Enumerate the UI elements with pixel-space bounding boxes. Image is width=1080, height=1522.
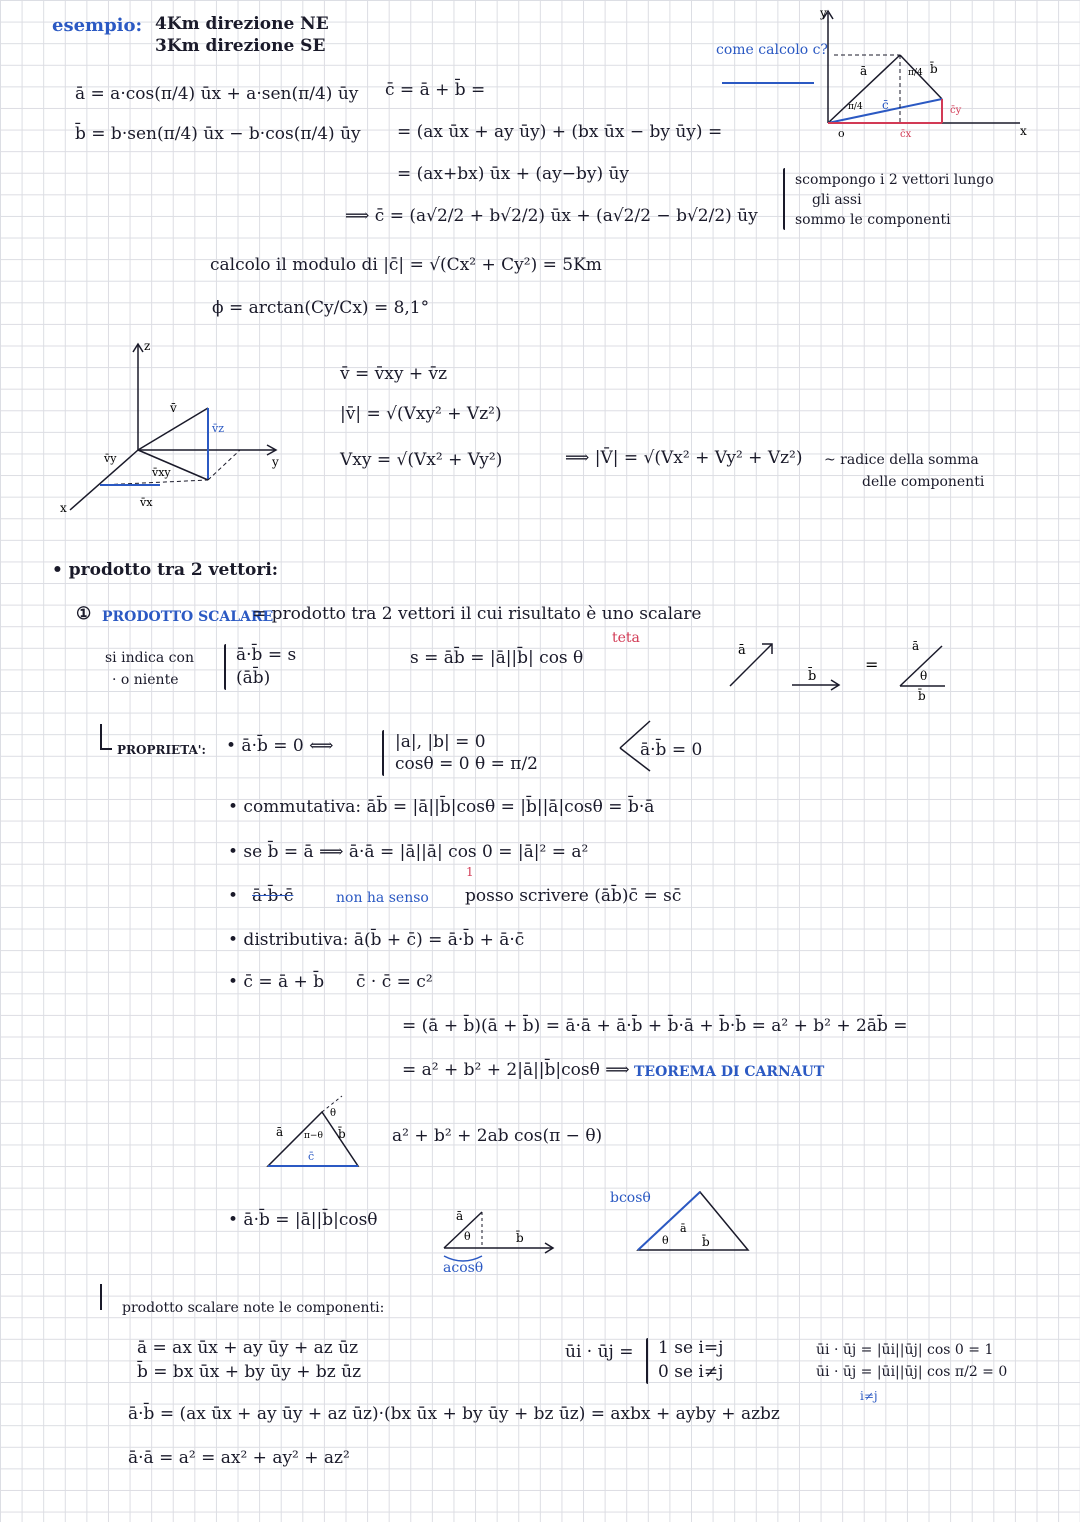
sum-line-4: ⟹ c̄ = (a√2/2 + b√2/2) ūx + (a√2/2 − b√2/2) ūy (345, 206, 758, 226)
theta-label: θ (920, 669, 928, 683)
orthogonal-condition-1: |a|, |b| = 0 (395, 732, 486, 752)
scalar-product-figure (720, 628, 960, 708)
scalar-formula: s = āb̄ = |ā||b̄| cos θ (410, 648, 584, 668)
proj-a-label: ā (456, 1209, 464, 1223)
notation-1: ā·b̄ = s (236, 645, 297, 665)
underline (722, 82, 814, 84)
root-note-2: delle componenti (862, 474, 985, 490)
cos0-equals-one: 1 (466, 865, 474, 879)
components-title: prodotto scalare note le componenti: (122, 1300, 385, 1316)
triple-product-crossed: ā·b̄·c̄ (252, 886, 294, 906)
vector-a-arrow (730, 644, 772, 686)
unit-dot-result-1: ūi · ūj = |ūi||ūj| cos 0 = 1 (816, 1342, 994, 1358)
angle-pi4-label-2: π/4 (908, 68, 923, 78)
b-label-2: b̄ (918, 689, 926, 703)
a-label: ā (738, 643, 746, 658)
example-label: esempio: (52, 15, 143, 36)
property-distributive: • distributiva: ā(b̄ + c̄) = ā·b̄ + ā·c̄ (228, 930, 525, 950)
triangle-a-label: ā (276, 1125, 284, 1139)
vxy-modulus: Vxy = √(Vx² + Vy²) (340, 450, 503, 470)
vector-a-label: ā (860, 64, 868, 78)
cy-label: c̄y (950, 105, 962, 116)
proj2-b-label: b̄ (702, 1235, 710, 1249)
brace (783, 168, 785, 230)
sum-line-2: = (ax ūx + ay ūy) + (bx ūx − by ūy) = (397, 122, 723, 142)
no-sense-note: non ha senso (336, 890, 429, 906)
v-sum: v̄ = v̄xy + v̄z (340, 364, 448, 384)
example-line-2: 3Km direzione SE (155, 36, 326, 56)
brace (646, 1338, 648, 1384)
components-b: b̄ = bx ūx + by ūy + bz ūz (137, 1362, 362, 1382)
property-associative: posso scrivere (āb̄)c̄ = sc̄ (465, 886, 682, 906)
unit-dot-case-2: 0 se i≠j (658, 1362, 724, 1382)
proj-theta-label: θ (464, 1230, 471, 1243)
triangle-formula: a² + b² + 2ab cos(π − θ) (392, 1126, 603, 1146)
axis-y-label: y (820, 6, 827, 20)
decompose-line-2: gli assi (812, 192, 862, 208)
unit-dot-i-neq-j: i≠j (860, 1389, 878, 1403)
property-orthogonal: • ā·b̄ = 0 ⟺ (226, 736, 334, 756)
b-cos-theta-segment (638, 1192, 700, 1250)
vx-label: v̄x (140, 496, 153, 509)
equals-sign: = (865, 655, 879, 674)
components-product: ā·b̄ = (ax ūx + ay ūy + az ūz)·(bx ūx + by ūy + bz ūz) = axbx + ayby + azbz (128, 1404, 780, 1424)
axis-x-label-3d: x (60, 501, 67, 515)
angle-pi4-label: π/4 (848, 102, 863, 112)
scalar-product-title: PRODOTTO SCALARE (102, 609, 274, 625)
sum-line-1: c̄ = ā + b̄ = (385, 80, 486, 100)
property-self: • se b̄ = ā ⟹ ā·ā = |ā||ā| cos 0 = |ā|² = a² (228, 842, 589, 862)
property-bullet: • (228, 886, 239, 906)
decompose-line-3: sommo le componenti (795, 212, 951, 228)
proj-b-label: b̄ (516, 1231, 524, 1245)
axis-z-label: z (144, 339, 151, 353)
proj2-theta-label: θ (662, 1234, 669, 1247)
product-heading: • prodotto tra 2 vettori: (52, 560, 279, 580)
vector-c-label: c̄ (882, 98, 889, 112)
dashed-guide (208, 450, 240, 480)
axis-y-label-3d: y (272, 455, 279, 469)
a-label-2: ā (912, 639, 920, 653)
unit-dot-result-2: ūi · ūj = |ūi||ūj| cos π/2 = 0 (816, 1364, 1008, 1380)
components-a: ā = ax ūx + ay ūy + az ūz (137, 1338, 359, 1358)
scalar-product-definition: = prodotto tra 2 vettori il cui risultato è uno scalare (252, 604, 702, 624)
section-number: ① (76, 604, 92, 624)
vector-sum-figure (820, 5, 1040, 145)
vector-b-definition: b̄ = b·sen(π/4) ūx − b·cos(π/4) ūy (75, 124, 361, 144)
indicated-line-2: · o niente (112, 672, 179, 688)
cx-label: c̄x (900, 129, 912, 140)
v-label: v̄ (170, 401, 177, 415)
b-label: b̄ (808, 669, 817, 684)
how-to-compute-note: come calcolo c? (716, 42, 828, 58)
c-dot-c: c̄ · c̄ = c² (356, 972, 433, 992)
unit-dot-product: ūi · ūj = (565, 1342, 634, 1362)
vz-label: v̄z (212, 422, 225, 435)
expansion-result: = a² + b² + 2|ā||b̄|cosθ ⟹ (402, 1060, 630, 1080)
property-geometric: • ā·b̄ = |ā||b̄|cosθ (228, 1210, 378, 1230)
carnot-triangle-figure (262, 1096, 372, 1176)
brace (382, 730, 384, 776)
b-cos-theta-label: bcosθ (610, 1190, 651, 1206)
property-sum: • c̄ = ā + b̄ (228, 972, 325, 992)
v-modulus: |v̄| = √(Vxy² + Vz²) (340, 404, 502, 424)
root-note-1: ~ radice della somma (824, 452, 979, 468)
vector-a-definition: ā = a·cos(π/4) ūx + a·sen(π/4) ūy (75, 84, 359, 104)
vxy-label: v̄xy (152, 466, 171, 479)
sum-line-3: = (ax+bx) ūx + (ay−by) ūy (397, 164, 630, 184)
properties-label: PROPRIETA': (117, 743, 206, 757)
carnot-theorem: TEOREMA DI CARNAUT (634, 1064, 825, 1080)
triangle-b-label: b̄ (338, 1127, 346, 1141)
unit-dot-case-1: 1 se i=j (658, 1338, 724, 1358)
expansion-line: = (ā + b̄)(ā + b̄) = ā·ā + ā·b̄ + b̄·ā + b̄·b̄ = a² + b² + 2āb̄ = (402, 1016, 908, 1036)
origin-label: o (838, 127, 845, 140)
brace (224, 644, 226, 690)
notation-2: (āb̄) (236, 668, 271, 688)
components-self-product: ā·ā = a² = ax² + ay² + az² (128, 1448, 350, 1468)
a-cos-theta-label: acosθ (443, 1260, 484, 1276)
projection-b-figure (630, 1180, 760, 1260)
v-full-modulus: ⟹ |V̄| = √(Vx² + Vy² + Vz²) (565, 448, 803, 468)
triangle-theta-label: θ (330, 1108, 337, 1119)
triangle-pi-theta-label: π−θ (304, 1131, 323, 1141)
orthogonal-condition-2: cosθ = 0 θ = π/2 (395, 754, 538, 774)
theta-note: teta (612, 630, 640, 646)
proj2-a-label: ā (680, 1222, 687, 1235)
triangle-c-label: c̄ (308, 1150, 315, 1163)
phi-line: ϕ = arctan(Cy/Cx) = 8,1° (212, 298, 430, 318)
vector-3d-figure (60, 340, 290, 520)
bracket-line (100, 1284, 102, 1310)
property-commutative: • commutativa: āb̄ = |ā||b̄|cosθ = |b̄||ā|cosθ = b̄·ā (228, 797, 655, 817)
orthogonal-figure-label: ā·b̄ = 0 (640, 740, 703, 760)
vector-b-label: b̄ (930, 62, 938, 76)
decompose-line-1: scompongo i 2 vettori lungo (795, 172, 994, 188)
projection-triangle (638, 1192, 748, 1250)
bracket-line (100, 748, 112, 750)
axis-x-label: x (1020, 124, 1027, 138)
modulus-line: calcolo il modulo di |c̄| = √(Cx² + Cy²) = 5Km (210, 255, 602, 275)
indicated-line-1: si indica con (105, 650, 194, 666)
vy-label: v̄y (104, 452, 117, 465)
example-line-1: 4Km direzione NE (155, 14, 329, 34)
vector-vxy-line (138, 450, 208, 480)
bracket-line (100, 724, 102, 750)
